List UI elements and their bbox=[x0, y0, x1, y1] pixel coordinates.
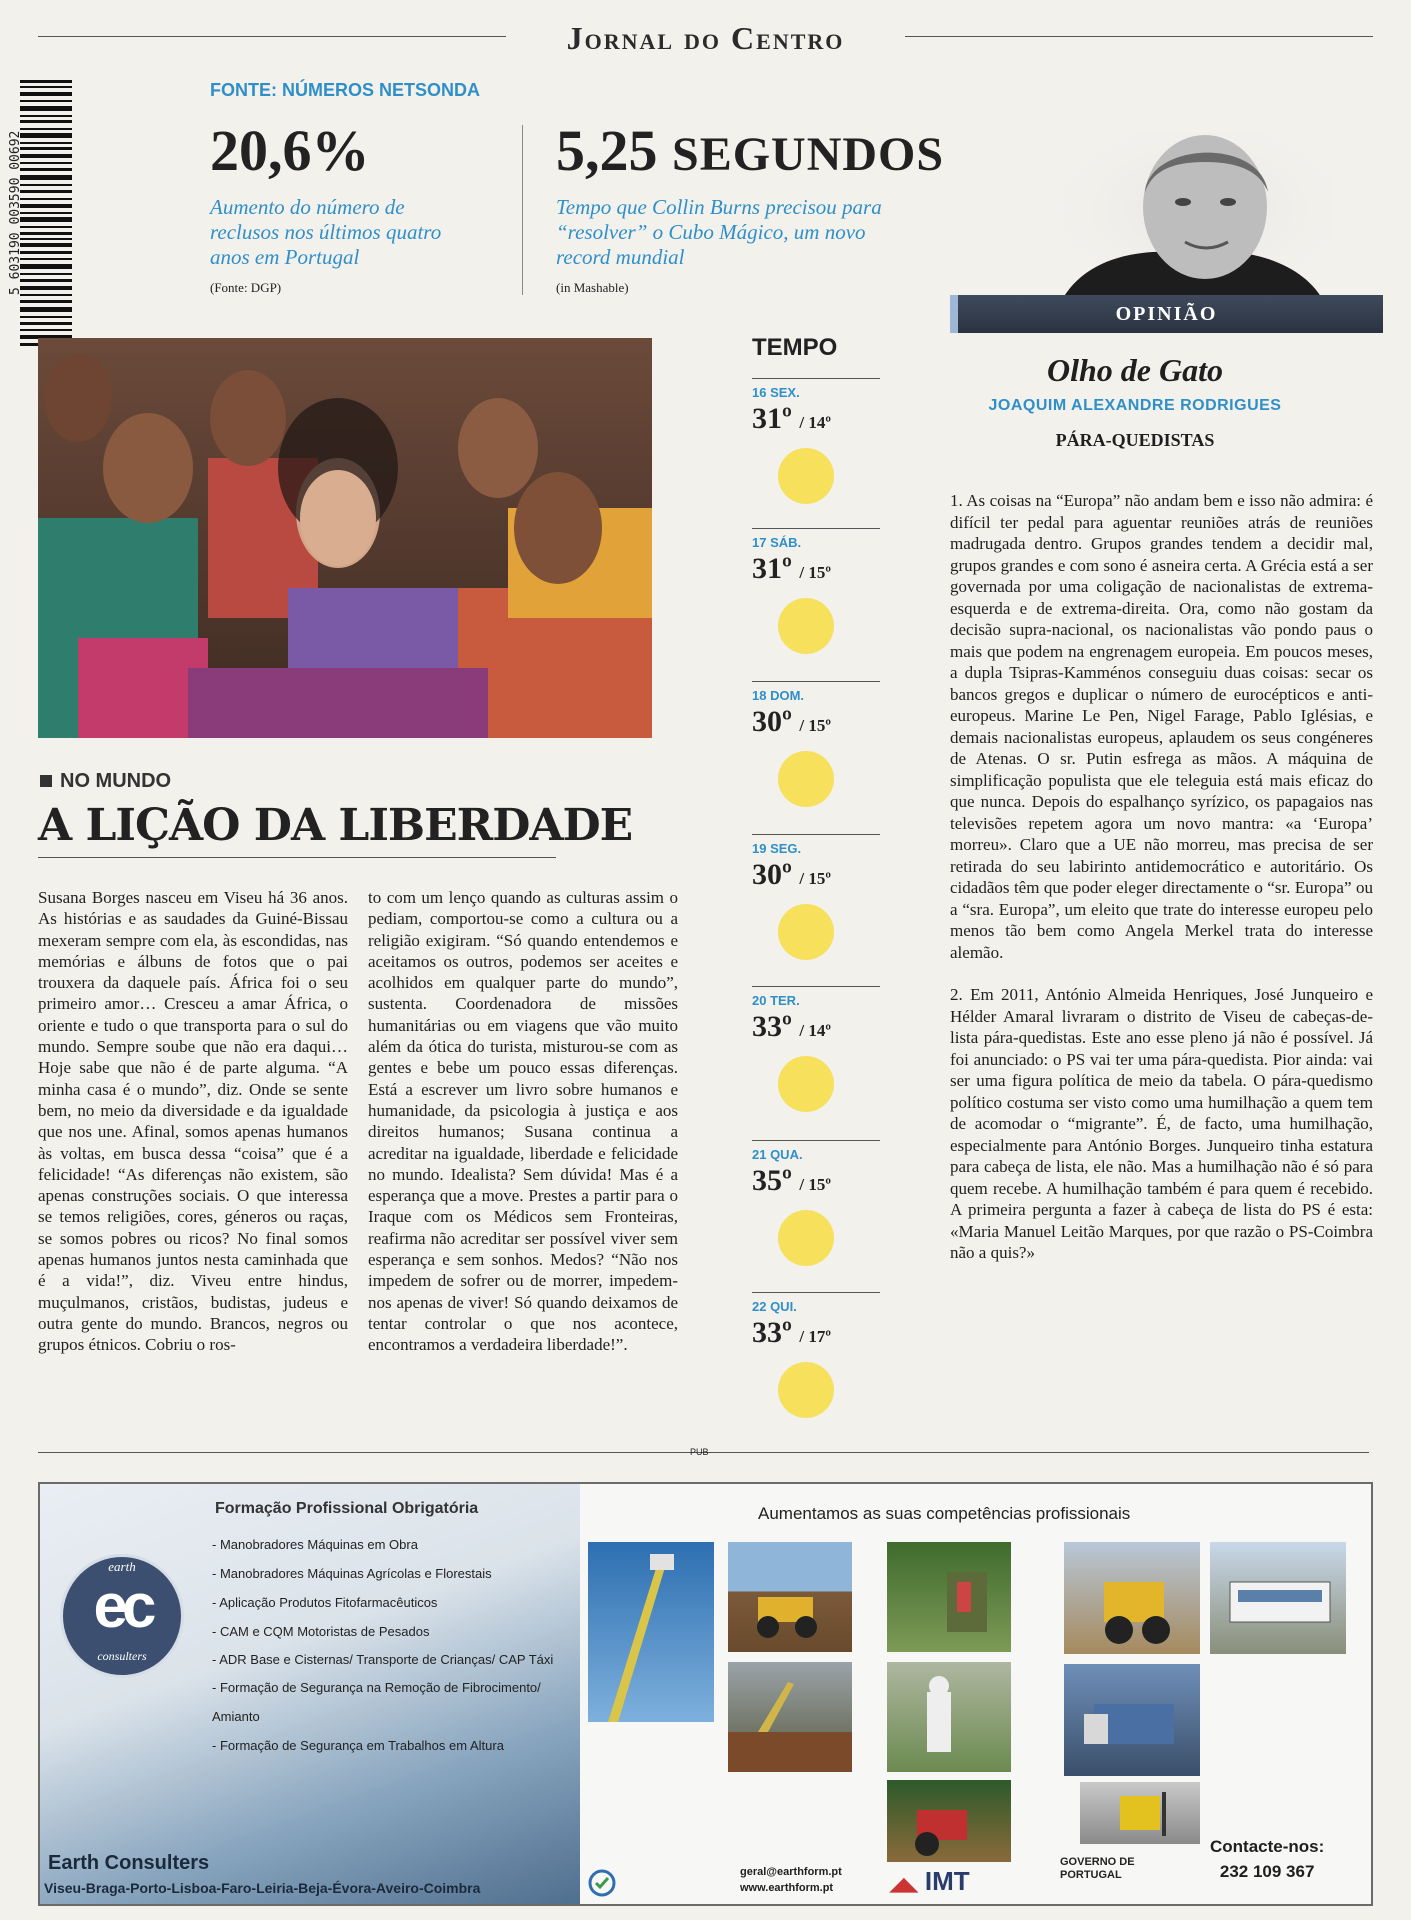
sun-icon bbox=[778, 598, 834, 654]
ad-photo-backhoe bbox=[728, 1542, 852, 1652]
ad-contact bbox=[1210, 1834, 1324, 1884]
column-kicker: PÁRA-QUEDISTAS bbox=[1055, 430, 1215, 450]
sun-icon bbox=[778, 1056, 834, 1112]
gov-portugal-logo bbox=[1060, 1856, 1135, 1882]
ad-website: www.earthform.pt bbox=[740, 1882, 834, 1894]
stat-left-desc bbox=[210, 195, 441, 270]
article-column-1: Susana Borges nasceu em Viseu há 36 anos. As histórias e as saudades da Guiné-Bissau mexeram sempre com ela, às escondidas, nas memórias e álbuns de fotos que o pai trouxera da daquele país. África foi o seu primeiro amor… Cresceu a amar África, o oriente e tudo o que transporta para o sul do mundo. Sempre soube que não era daqui… Hoje sabe que não é de parte alguma. “A minha casa é o mundo”, diz. Onde se sente bem, no meio da diversidade e da igualdade que nos une. Afinal, somos apenas humanos às voltas, em busca dessa “coisa” que é a felicidade! “As diferenças não existem, são apenas construções sociais. O que interessa se temos religiões, cores, géneros ou raças, se somos pobres ou ricos? No final somos apenas humanos juntos nesta caminhada que é a vida!”, diz. Viveu entre hindus, muçulmanos, cristãos, budistas, judeus e outra gente do mundo. Brancos, negros ou grupos étnicos. Cobriu o ros- bbox=[38, 888, 348, 1355]
weather-min: / 14º bbox=[799, 1021, 831, 1040]
ad-tagline: Aumentamos as suas competências profissionais bbox=[758, 1504, 1131, 1523]
ad-course-item: - Formação de Segurança na Remoção de Fibrocimento/ Amianto bbox=[212, 1680, 541, 1724]
weather-day bbox=[752, 1292, 880, 1418]
article-headline: A LIÇÃO DA LIBERDADE bbox=[38, 800, 633, 851]
weather-max: 30º bbox=[752, 705, 792, 738]
stat-right-source: (in Mashable) bbox=[556, 280, 629, 295]
imt-logo-mark: ◢◣ bbox=[890, 1874, 918, 1894]
opinion-body bbox=[950, 490, 1373, 1285]
ad-course-item: - Formação de Segurança em Trabalhos em Altura bbox=[212, 1738, 504, 1753]
earth-consulters-logo bbox=[60, 1554, 184, 1678]
ad-course-list bbox=[212, 1530, 562, 1760]
ad-photo-crane bbox=[588, 1542, 714, 1722]
weather-min: / 15º bbox=[799, 716, 831, 735]
weather-max: 31º bbox=[752, 552, 792, 585]
ad-course-item: - Aplicação Produtos Fitofarmacêuticos bbox=[212, 1595, 438, 1610]
ad-course-item: - ADR Base e Cisternas/ Transporte de Crianças/ CAP Táxi bbox=[212, 1652, 554, 1667]
ad-title: Formação Profissional Obrigatória bbox=[215, 1500, 479, 1517]
stat-right bbox=[556, 118, 945, 183]
ad-email: geral@earthform.pt bbox=[740, 1866, 842, 1878]
stat-left-desc-line: anos em Portugal bbox=[210, 245, 360, 269]
gov-logo-line1: GOVERNO DE bbox=[1060, 1856, 1135, 1868]
weather-min: / 14º bbox=[799, 413, 831, 432]
ad-left-panel bbox=[40, 1484, 580, 1904]
logo-mark: ec bbox=[93, 1572, 151, 1641]
stat-right-desc-line: “resolver” o Cubo Mágico, um novo bbox=[556, 220, 866, 244]
ad-course-item: - Manobradores Máquinas Agrícolas e Florestais bbox=[212, 1566, 492, 1581]
advertisement bbox=[38, 1482, 1373, 1906]
stat-right-unit: SEGUNDOS bbox=[672, 128, 945, 181]
ad-photo-tractor bbox=[887, 1780, 1011, 1862]
stat-left-source: (Fonte: DGP) bbox=[210, 280, 282, 295]
author-portrait bbox=[1040, 132, 1330, 304]
weather-min: / 15º bbox=[799, 869, 831, 888]
stat-right-desc bbox=[556, 195, 882, 270]
imt-logo-text: IMT bbox=[924, 1866, 970, 1896]
weather-max: 33º bbox=[752, 1010, 792, 1043]
sun-icon bbox=[778, 1210, 834, 1266]
weather-max: 33º bbox=[752, 1316, 792, 1349]
weather-day-label: 22 QUI. bbox=[752, 1299, 797, 1314]
ad-photo-forklift bbox=[1080, 1782, 1200, 1844]
weather-day bbox=[752, 986, 880, 1112]
weather-min: / 15º bbox=[799, 563, 831, 582]
weather-day-label: 16 SEX. bbox=[752, 385, 800, 400]
contact-phone: 232 109 367 bbox=[1219, 1862, 1315, 1881]
certified-icon bbox=[588, 1869, 658, 1899]
barcode-digits: 5 603190 003590 00692 bbox=[8, 130, 23, 296]
opinion-paragraph: 1. As coisas na “Europa” não andam bem e isso não admira: é difícil ter pedal para aguentar reuniões atrás de reuniões madrugada dentro. Grupos grandes tendem a decidir mal, grupos grandes e com sono é asneira certa. A Grécia está a ser governada por uma coligação de nacionalistas de extrema-esquerda e de extrema-direita. Ora, como não gostam da decisão supra-nacional, os nacionalistas vão pondo paus o mais que podem na engrenagem europeia. Em poucos meses, a dupla Tsipras-Kamménos conseguiu duas coisas: secar os bancos gregos e duplicar o número de eurocépticos e anti-europeus. Marine Le Pen, Nigel Farage, Pablo Iglésias, e demais nacionalistas europeus, aplaudem os seus congéneres de Atenas. O sr. Putin esfrega as mãos. A máquina de simplificação populista que ele teleguia está mais eficaz do que nunca. Depois do espalhanço syrízico, os papagaios nas televisões repetem agora um novo mantra: «a ‘Europa’ morreu». Claro que a UE não morreu, mas precisa de ser retirada do seu labirinto antidemocrático e autoritário. Os cidadãos têm que poder eleger directamente o “sr. Europa” ou a “sra. Europa”, um eleito que trate do interesse europeu pelo menos tão bem como Angela Merkel trata do interesse alemão. bbox=[950, 491, 1373, 962]
weather-day-label: 21 QUA. bbox=[752, 1147, 803, 1162]
stat-right-value: 5,25 bbox=[556, 118, 658, 183]
ad-photo-truck bbox=[1064, 1664, 1200, 1776]
stat-left-desc-line: reclusos nos últimos quatro bbox=[210, 220, 442, 244]
opinion-banner-accent bbox=[950, 295, 958, 333]
ad-course-item: - Manobradores Máquinas em Obra bbox=[212, 1537, 418, 1552]
pub-label: PUB bbox=[690, 1447, 709, 1457]
article-photo bbox=[38, 338, 652, 738]
stats-source: FONTE: NÚMEROS NETSONDA bbox=[210, 80, 480, 100]
article-column-2: to com um lenço quando as culturas assim o pediam, comportou-se como a cultura ou a religião exigiram. “Só quando entendemos e aceitamos os outros, podemos ser aceites e acolhidos em qualquer parte do mundo”, sustenta. Coordenadora de missões humanitárias ou em viagens que vão muito além da ótica do turista, misturou-se com as gentes e bebe um pouco essas diferenças. Está a escrever um livro sobre humanos e humanidade, da psicologia à justiça e aos direitos humanos; Susana continua a acreditar na igualdade, liberdade e felicidade no mundo. Idealista? Sem dúvida! Mas é a esperança que a move. Prestes a partir para o Iraque com os Médicos sem Fronteiras, reafirma não acreditar ser possível viver sem esperança e sem sonhos. Medos? “Não nos impedem de sofrer ou de morrer, impedem-nos apenas de viver! Só quando deixamos de tentar controlar o que nos acontece, encontramos a verdadeira liberdade!”. bbox=[368, 888, 678, 1355]
weather-day bbox=[752, 378, 880, 504]
weather-day-label: 20 TER. bbox=[752, 993, 800, 1008]
opinion-paragraph: 2. Em 2011, António Almeida Henriques, José Junqueiro e Hélder Amaral livraram o distrito de Viseu de cabeças-de-lista pára-quedistas. Este ano esse pleno já não é possível. Já foi anunciado: o PS vai ter uma pára-quedista. Pior ainda: vai ser uma figura política de meio da tabela. O pára-quedismo político costuma ser visto como uma humilhação a quem tem de acomodar o “migrante”. É, de facto, uma humilhação, especialmente para António Borges. Junqueiro tinha estatura para cabeça de lista, ele não. Mas a humilhação não é só para quem recebe. A humilhação também é para quem é recebido. A primeira pergunta a fazer à cabeça de lista do PS é esta: «Maria Manuel Leitão Marques, por que razão o PS-Coimbra não a quis?» bbox=[950, 985, 1373, 1262]
weather-day-label: 18 DOM. bbox=[752, 688, 805, 703]
weather-day bbox=[752, 834, 880, 960]
weather-day bbox=[752, 1140, 880, 1266]
sun-icon bbox=[778, 751, 834, 807]
weather-day bbox=[752, 528, 880, 654]
stat-right-desc-line: record mundial bbox=[556, 245, 685, 269]
ad-cities: Viseu-Braga-Porto-Lisboa-Faro-Leiria-Beja-Évora-Aveiro-Coimbra bbox=[44, 1880, 481, 1896]
sun-icon bbox=[778, 448, 834, 504]
weather-min: / 15º bbox=[799, 1175, 831, 1194]
column-title: Olho de Gato bbox=[1047, 352, 1223, 388]
opinion-banner: OPINIÃO bbox=[950, 295, 1383, 333]
ad-course-item: - CAM e CQM Motoristas de Pesados bbox=[212, 1624, 430, 1639]
ad-brand: Earth Consulters bbox=[48, 1852, 210, 1874]
contact-label: Contacte-nos: bbox=[1210, 1837, 1325, 1856]
section-label: NO MUNDO bbox=[60, 770, 172, 792]
imt-logo bbox=[890, 1866, 970, 1897]
gov-logo-line2: PORTUGAL bbox=[1060, 1869, 1122, 1881]
stat-left-value: 20,6% bbox=[210, 118, 370, 183]
ad-photo-bus bbox=[1210, 1542, 1346, 1654]
stat-right-desc-line: Tempo que Collin Burns precisou para bbox=[556, 195, 882, 219]
weather-max: 30º bbox=[752, 858, 792, 891]
ad-contacts bbox=[740, 1864, 842, 1896]
weather-min: / 17º bbox=[799, 1327, 831, 1346]
weather-max: 31º bbox=[752, 402, 792, 435]
column-author: JOAQUIM ALEXANDRE RODRIGUES bbox=[988, 397, 1282, 414]
weather-day bbox=[752, 681, 880, 807]
stat-left-desc-line: Aumento do número de bbox=[210, 195, 405, 219]
weather-day-label: 19 SEG. bbox=[752, 841, 802, 856]
ad-photo-agriculture bbox=[887, 1542, 1011, 1652]
weather-max: 35º bbox=[752, 1164, 792, 1197]
weather-title: TEMPO bbox=[752, 334, 838, 361]
masthead: Jornal do Centro bbox=[566, 20, 845, 56]
sun-icon bbox=[778, 1362, 834, 1418]
barcode-icon bbox=[20, 80, 72, 350]
section-tag bbox=[40, 770, 171, 793]
ad-photo-sprayer bbox=[887, 1662, 1011, 1772]
sun-icon bbox=[778, 904, 834, 960]
weather-day-label: 17 SÁB. bbox=[752, 535, 802, 550]
logo-top-text: earth bbox=[108, 1559, 136, 1574]
logo-bottom-text: consulters bbox=[97, 1649, 147, 1663]
ad-photo-forestry bbox=[728, 1662, 852, 1772]
ad-photo-loader bbox=[1064, 1542, 1200, 1654]
